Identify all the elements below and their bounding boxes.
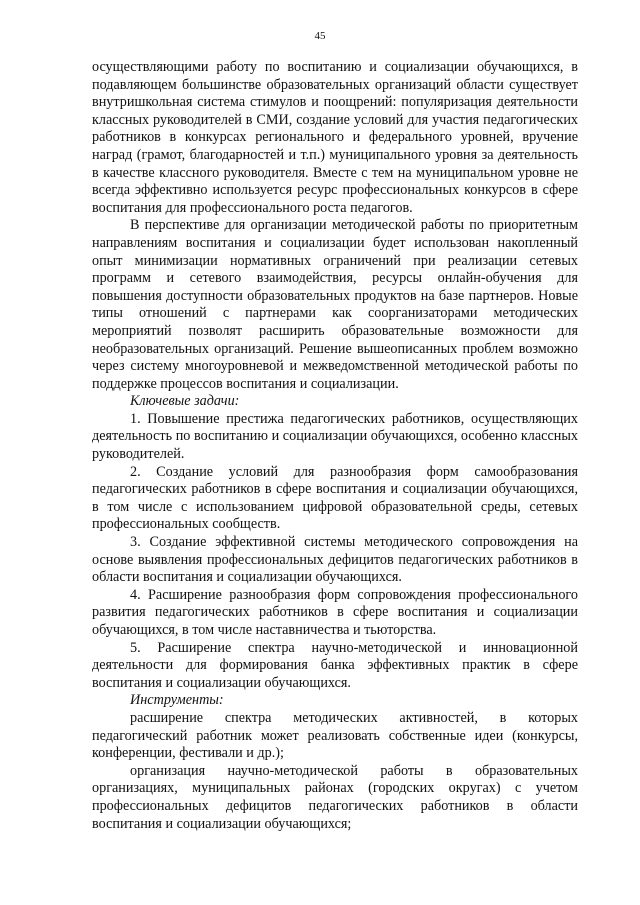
list-item: расширение спектра методических активностей, в которых педагогический работник может реализовать собственные идеи (конкурсы, конференции, фестивали и др.); (92, 709, 578, 762)
section-heading-instruments: Инструменты: (130, 692, 224, 709)
list-item: 3. Создание эффективной системы методического сопровождения на основе выявления профессиональных дефицитов педагогических работников в области воспитания и социализации обучающихся. (92, 534, 578, 586)
list-item: 4. Расширение разнообразия форм сопровождения профессионального развития педагогических работников в сфере воспитания и социализации обучающихся, в том числе наставничества и тьюторства. (92, 586, 578, 638)
list-item: 2. Создание условий для разнообразия форм самообразования педагогических работников в сфере воспитания и социализации обучающихся, в том числе с использованием цифровой образовательной среды, сетевых профессиональных сообществ. (92, 463, 578, 533)
section-heading-key-tasks: Ключевые задачи: (130, 393, 240, 410)
document-body (92, 59, 578, 833)
paragraph: В перспективе для организации методической работы по приоритетным направлениям воспитания и социализации будет использован накопленный опыт минимизации нормативных ограничений при реализации сетевых программ и сетевого взаимодействия, ресурсы онлайн-обучения для повышения доступности образовательных продуктов на базе партнеров. Новые типы отношений с партнерами как соорганизаторами методических мероприятий позволят расширить образовательные возможности для необразовательных организаций. Решение вышеописанных проблем возможно через систему многоуровневой и межведомственной методической работы по поддержке процессов воспитания и социализации. (92, 217, 578, 392)
list-item: организация научно-методической работы в образовательных организациях, муниципальных районах (городских округах) с учетом профессиональных дефицитов педагогических работников в области воспитания и социализации обучающихся; (92, 762, 578, 832)
paragraph: осуществляющими работу по воспитанию и социализации обучающихся, в подавляющем большинстве образовательных организаций области существует внутришкольная система стимулов и поощрений: популяризация деятельности классных руководителей в СМИ, создание условий для участия педагогических работников в конкурсах регионального и федерального уровней, вручение наград (грамот, благодарностей и т.п.) муниципального уровня за деятельность в качестве классного руководителя. Вместе с тем на муниципальном уровне не всегда эффективно используется ресурс профессиональных конкурсов в сфере воспитания для профессионального роста педагогов. (92, 59, 578, 216)
page-number: 45 (314, 30, 326, 42)
list-item: 5. Расширение спектра научно-методической и инновационной деятельности для формирования банка эффективных практик в сфере воспитания и социализации обучающихся. (92, 639, 578, 691)
list-item: 1. Повышение престижа педагогических работников, осуществляющих деятельность по воспитанию и социализации обучающихся, особенно классных руководителей. (92, 410, 578, 463)
